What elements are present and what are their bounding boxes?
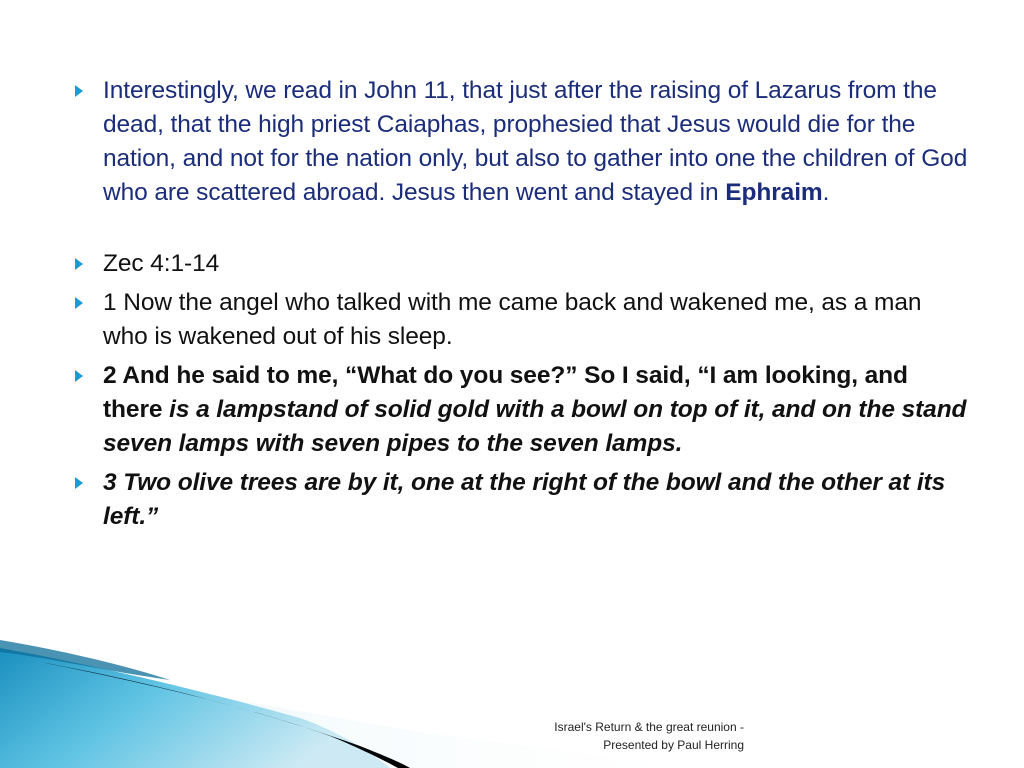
- bullet-list: [72, 74, 972, 534]
- bullet-reference: [72, 247, 972, 281]
- bullet-bold-italic-text: 3 Two olive trees are by it, one at the right of the bowl and the other at its left.”: [103, 469, 946, 530]
- bullet-verse-1: [72, 286, 972, 354]
- bullet-verse-3: [72, 466, 972, 534]
- bullet-bold-text: 2 And he said to me, “What do you see?” So I said, “I am looking, and there: [103, 362, 908, 423]
- triangle-bullet-icon: [75, 85, 83, 97]
- bullet-text: 1 Now the angel who talked with me came back and wakened me, as a man who is wakened out of his sleep.: [103, 289, 922, 350]
- bullet-ephraim: [72, 74, 972, 210]
- bullet-tail: .: [822, 179, 830, 206]
- teal-wave-shape: [0, 648, 390, 768]
- triangle-bullet-icon: [75, 477, 83, 489]
- triangle-bullet-icon: [75, 297, 83, 309]
- footer: [500, 718, 744, 754]
- bullet-text: Interestingly, we read in John 11, that just after the raising of Lazarus from the dead, that the high priest Caiaphas, prophesied that Jesus would die for the nation, and not for the nation only, but also to gather into one the children of God who are scattered abroad. Jesus then went and stayed in: [103, 77, 968, 206]
- footer-line-1: Israel's Return & the great reunion -: [554, 720, 744, 734]
- bullet-bold-italic-text: is a lampstand of solid gold with a bowl on top of it, and on the stand seven lamps with seven pipes to the seven lamps.: [103, 396, 967, 457]
- triangle-bullet-icon: [75, 258, 83, 270]
- triangle-bullet-icon: [75, 370, 83, 382]
- footer-line-2: Presented by Paul Herring: [603, 738, 744, 752]
- bullet-text: Zec 4:1-14: [103, 250, 220, 277]
- bullet-verse-2: [72, 359, 972, 461]
- bullet-emphasis: Ephraim: [725, 179, 823, 206]
